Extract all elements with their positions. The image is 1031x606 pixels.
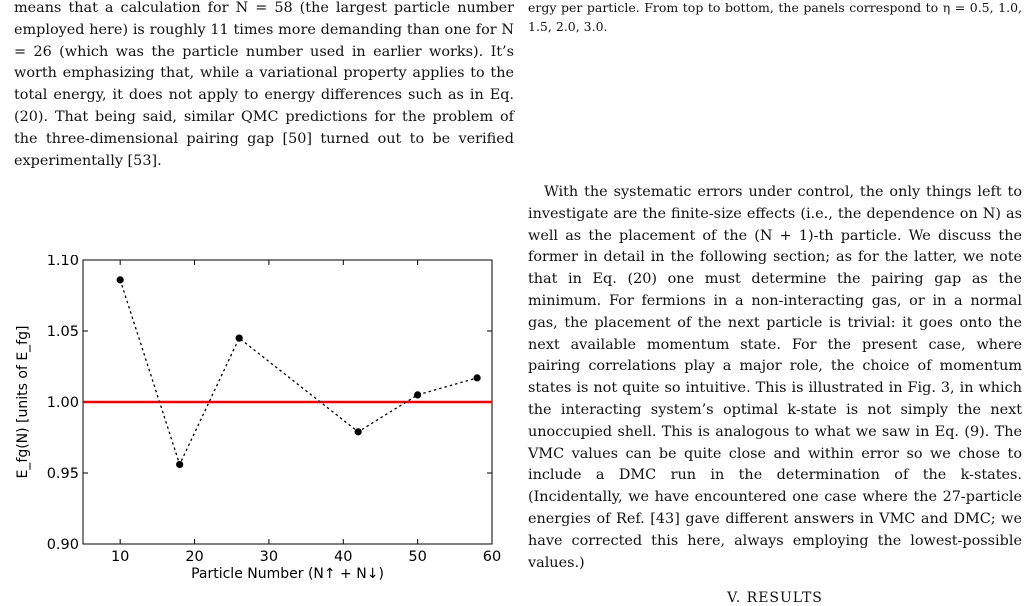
y-tick-label: 1.05 [46, 324, 79, 340]
section-heading: V. RESULTS [727, 590, 823, 606]
line-chart [14, 255, 514, 585]
x-tick-label: 60 [482, 549, 502, 565]
x-tick-label: 50 [408, 549, 427, 565]
data-point [176, 461, 183, 468]
figure-energy-vs-particle-number [14, 255, 514, 585]
data-point [355, 428, 362, 435]
y-tick-label: 1.10 [46, 255, 79, 269]
x-axis-label: Particle Number (N↑ + N↓) [191, 566, 384, 582]
y-tick-label: 1.00 [46, 395, 79, 411]
body-paragraph-right: With the systematic errors under control, the only things left to investigate are the finite-size effects (i.e., the dependence on N) as well as the placement of the (N + 1)-th particle. We discuss the former in detail in the following section; as for the latter, we note that in Eq. (20) one must determine the pairing gap as the minimum. For fermions in a non-interacting gas, or in a normal gas, the placement of the next particle is trivial: it goes onto the next available momentum state. For the present case, where pairing correlations play a major role, the choice of momentum states is not quite so intuitive. This is illustrated in Fig. 3, in which the interacting system’s optimal k-state is not simply the next unoccupied shell. This is analogous to what we saw in Eq. (9). The VMC values can be quite close and within error so we chose to include a DMC run in the determination of the k-states. (Incidentally, we have encountered one case where the 27-particle energies of Ref. [43] gave different answers in VMC and DMC; we have corrected this here, always employing the lowest-possible values.) [528, 184, 1022, 571]
data-series-line [120, 280, 477, 465]
plot-area [83, 260, 492, 544]
x-tick-label: 20 [185, 549, 204, 565]
y-axis-label: E_fg(N) [units of E_fg] [15, 325, 31, 479]
data-point [236, 335, 243, 342]
x-tick-label: 10 [110, 549, 130, 565]
figure-caption-continuation: ergy per particle. From top to bottom, the panels correspond to η = 0.5, 1.0, 1.5, 2.0, 3.0. [528, 0, 1022, 34]
tick-labels [47, 255, 502, 565]
x-tick-label: 40 [334, 549, 353, 565]
data-point [474, 374, 481, 381]
body-paragraph-left: means that a calculation for N = 58 (the largest particle number employed here) is roughly 11 times more demanding than one for N = 26 (which was the particle number used in earlier works). It’s worth emphasizing that, while a variational property applies to the total energy, it does not apply to energy differences such as in Eq. (20). That being said, similar QMC predictions for the problem of the three-dimensional pairing gap [50] turned out to be verified experimentally [53]. [14, 0, 514, 169]
data-point [414, 391, 421, 398]
data-point [117, 276, 124, 283]
y-tick-label: 0.90 [46, 537, 79, 553]
x-tick-label: 30 [259, 549, 279, 565]
y-tick-label: 0.95 [46, 466, 79, 482]
